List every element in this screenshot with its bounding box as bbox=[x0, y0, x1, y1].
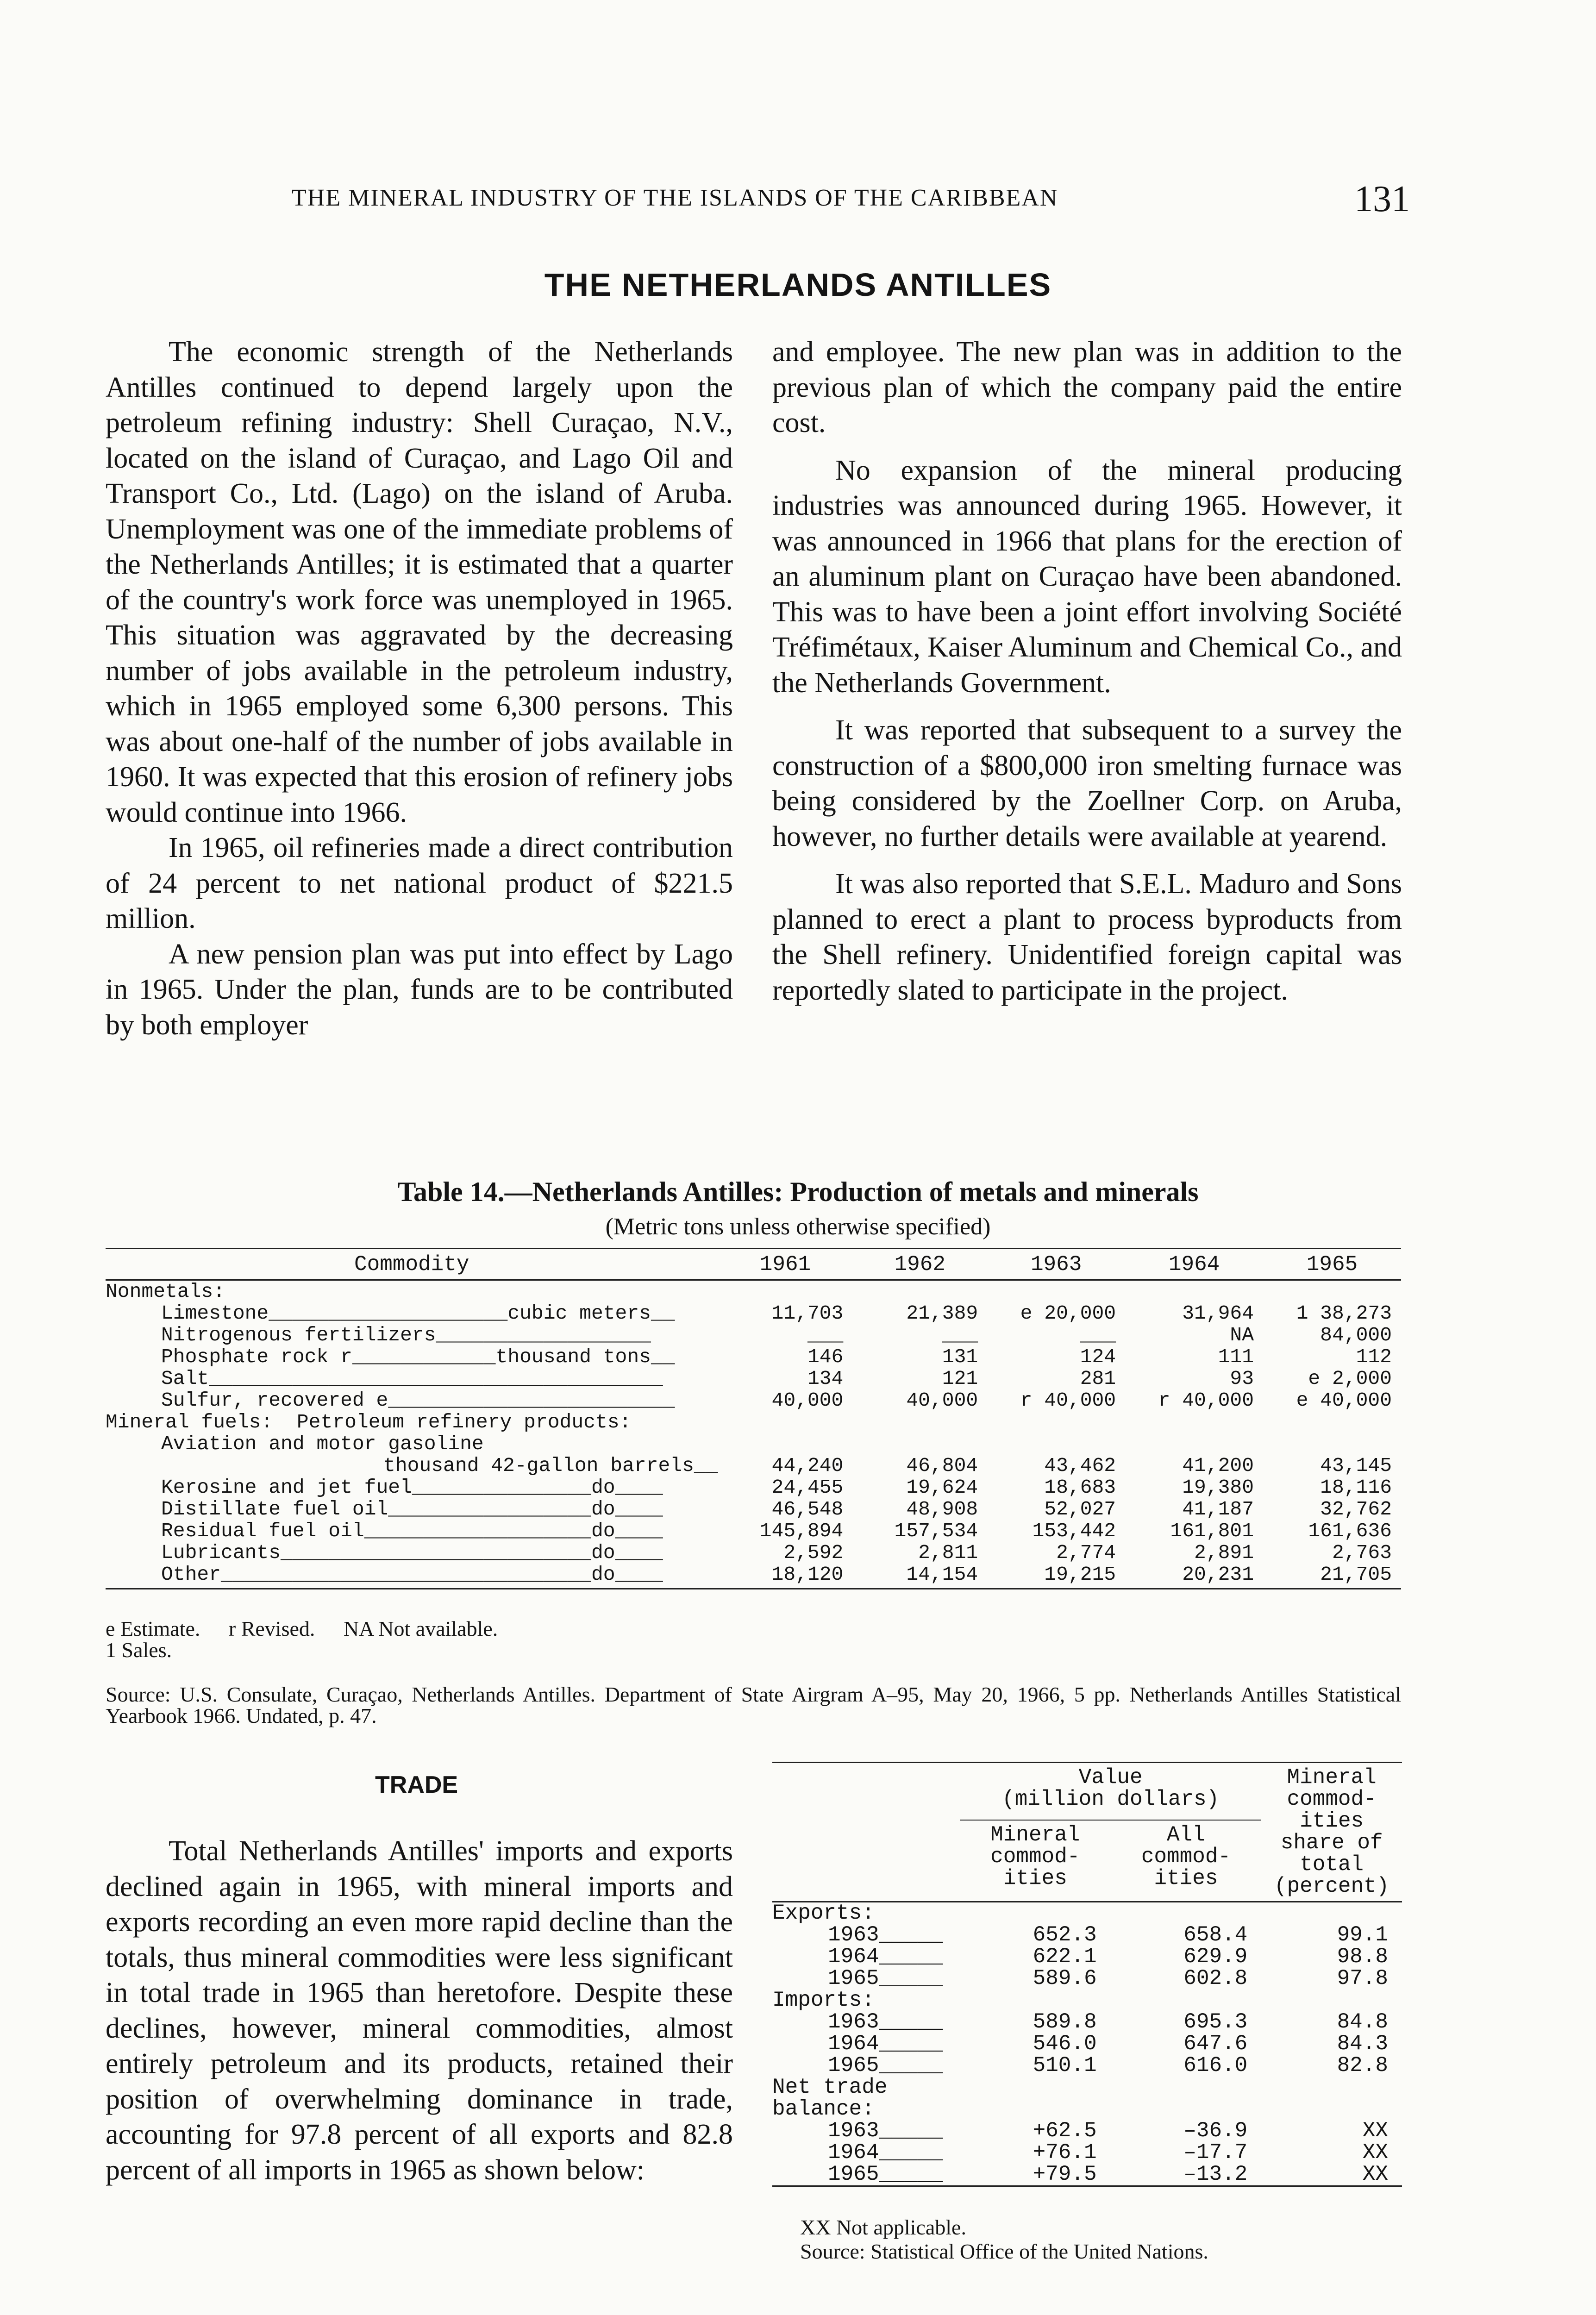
table-row bbox=[106, 1477, 1401, 1498]
value-cell bbox=[1125, 1280, 1263, 1303]
value-cell: 40,000 bbox=[771, 1389, 844, 1412]
commodity-cell: Mineral fuels: Petroleum refinery products: bbox=[106, 1411, 632, 1433]
paragraph: It was also reported that S.E.L. Maduro and Sons planned to erect a plant to process byproducts from the Shell refinery. Unidentified foreign capital was reportedly slated to participate in the project. bbox=[772, 868, 1402, 1006]
commodity-cell: Residual fuel oil___________________do____ bbox=[161, 1520, 663, 1542]
column-header: 1964 bbox=[1125, 1249, 1263, 1280]
value-cell: 21,705 bbox=[1263, 1564, 1401, 1589]
commodity-cell: Nitrogenous fertilizers__________________ bbox=[161, 1324, 651, 1346]
value-cell: 2,811 bbox=[918, 1541, 978, 1564]
value-cell: 124 bbox=[1080, 1345, 1116, 1368]
trade-value-cell bbox=[1111, 2077, 1262, 2098]
trade-value-cell bbox=[960, 1990, 1111, 2011]
value-cell bbox=[987, 1280, 1125, 1303]
right-column bbox=[772, 334, 1402, 1008]
value-cell bbox=[718, 1411, 853, 1433]
table-header-row bbox=[106, 1249, 1401, 1280]
value-cell: ___ bbox=[1080, 1324, 1116, 1346]
value-cell bbox=[1125, 1411, 1263, 1433]
value-cell: 2,774 bbox=[1056, 1541, 1116, 1564]
value-cell: e 2,000 bbox=[1308, 1367, 1392, 1390]
value-cell: 48,908 bbox=[906, 1498, 978, 1520]
trade-label-cell: 1965_____ bbox=[772, 2164, 960, 2186]
value-cell: r 40,000 bbox=[1158, 1389, 1254, 1412]
trade-label-cell: 1963_____ bbox=[828, 2010, 943, 2034]
trade-value-cell: 510.1 bbox=[1033, 2053, 1097, 2077]
paragraph: No expansion of the mineral producing industries was announced during 1965. However, it was announced in 1966 that plans for the erection of an aluminum plant on Curaçao have been abandoned. This was to have been a joint effort involving Société Tréfimétaux, Kaiser Aluminum and Chemical Co., and the Netherlands Government. bbox=[772, 454, 1402, 699]
trade-value-cell bbox=[1111, 2098, 1262, 2120]
value-cell: 18,116 bbox=[1320, 1476, 1392, 1499]
value-cell: 157,534 bbox=[894, 1520, 978, 1542]
footnote: e Estimate. bbox=[106, 1617, 200, 1640]
table-caption bbox=[0, 1176, 1596, 1208]
value-cell: 21,389 bbox=[906, 1302, 978, 1325]
trade-value-cell: XX bbox=[1362, 2140, 1388, 2165]
section-title: THE NETHERLANDS ANTILLES bbox=[544, 267, 1052, 303]
trade-value-cell: –36.9 bbox=[1183, 2119, 1248, 2143]
trade-label-cell: 1963_____ bbox=[828, 1923, 943, 1947]
value-cell: 2,763 bbox=[1332, 1541, 1392, 1564]
value-cell bbox=[987, 1433, 1125, 1455]
trade-value-cell bbox=[1261, 2098, 1402, 2120]
value-cell: 146 bbox=[807, 1345, 844, 1368]
trade-table bbox=[772, 1762, 1402, 2187]
trade-value-cell: +79.5 bbox=[960, 2164, 1111, 2186]
value-cell: 112 bbox=[1356, 1345, 1392, 1368]
commodity-cell: Other_______________________________do____ bbox=[106, 1564, 718, 1589]
trade-label-cell: 1964_____ bbox=[828, 2032, 943, 2056]
value-cell bbox=[718, 1280, 853, 1303]
trade-share-header: Mineral commod- ities share of total (percent) bbox=[1261, 1763, 1402, 1902]
trade-value-cell: 616.0 bbox=[1183, 2053, 1248, 2077]
production-table-body bbox=[106, 1280, 1401, 1589]
value-cell: 93 bbox=[1230, 1367, 1254, 1390]
commodity-cell: Distillate fuel oil_________________do____ bbox=[161, 1498, 663, 1520]
trade-group-header: Value (million dollars) bbox=[960, 1763, 1261, 1820]
value-cell: 121 bbox=[942, 1367, 978, 1390]
value-cell: 281 bbox=[1080, 1367, 1116, 1390]
value-cell: 2,592 bbox=[783, 1541, 844, 1564]
paragraph: The economic strength of the Netherlands Antilles continued to depend largely upon the petroleum refining industry: Shell Curaçao, N.V., located on the island of Curaçao, and Lago Oil and Transport Co., Ltd. (Lago) on the island of Aruba. Unemployment was one of the immediate problems of the Netherlands Antilles; it is estimated that a quarter of the country's work force was unemployed in 1965. This situation was aggravated by the decreasing number of jobs available in the petroleum industry, which in 1965 employed some 6,300 persons. This was about one-half of the number of jobs available in 1960. It was expected that this erosion of refinery jobs would continue into 1966. bbox=[106, 336, 733, 828]
trade-label-cell: 1964_____ bbox=[828, 2140, 943, 2165]
value-cell: 19,215 bbox=[987, 1564, 1125, 1589]
value-cell: 84,000 bbox=[1320, 1324, 1392, 1346]
value-cell bbox=[1263, 1280, 1401, 1303]
column-header: 1965 bbox=[1263, 1249, 1401, 1280]
value-cell: 14,154 bbox=[852, 1564, 987, 1589]
value-cell: ___ bbox=[807, 1324, 844, 1346]
trade-value-cell: 84.3 bbox=[1337, 2032, 1388, 2056]
value-cell: 31,964 bbox=[1182, 1302, 1254, 1325]
trade-value-cell: 622.1 bbox=[1033, 1945, 1097, 1969]
trade-label-cell: balance: bbox=[772, 2097, 875, 2121]
table-row bbox=[106, 1389, 1401, 1411]
value-cell bbox=[1125, 1433, 1263, 1455]
table-row bbox=[106, 1280, 1401, 1303]
table-row bbox=[106, 1498, 1401, 1520]
trade-value-cell bbox=[1261, 1990, 1402, 2011]
commodity-cell: Salt______________________________________ bbox=[161, 1367, 663, 1390]
value-cell: ___ bbox=[942, 1324, 978, 1346]
trade-value-cell: 589.6 bbox=[1033, 1966, 1097, 1990]
trade-value-cell: 629.9 bbox=[1183, 1945, 1248, 1969]
trade-value-cell: –17.7 bbox=[1183, 2140, 1248, 2165]
value-cell: 41,200 bbox=[1182, 1454, 1254, 1477]
table-row bbox=[772, 1946, 1402, 1968]
footnote: r Revised. bbox=[228, 1617, 315, 1640]
value-cell: 161,801 bbox=[1170, 1520, 1254, 1542]
value-cell: 32,762 bbox=[1320, 1498, 1392, 1520]
footnote: NA Not available. bbox=[343, 1617, 498, 1640]
paragraph: It was reported that subsequent to a survey the construction of a $800,000 iron smelting furnace was being considered by the Zoellner Corp. on Aruba, however, no further details were available at yearend. bbox=[772, 714, 1402, 852]
value-cell: 41,187 bbox=[1182, 1498, 1254, 1520]
value-cell bbox=[852, 1433, 987, 1455]
table-row bbox=[772, 2164, 1402, 2186]
table-row bbox=[772, 2098, 1402, 2120]
value-cell bbox=[987, 1411, 1125, 1433]
trade-value-cell: 546.0 bbox=[1033, 2032, 1097, 2056]
trade-label-cell: 1965_____ bbox=[828, 2053, 943, 2077]
trade-value-cell bbox=[960, 2077, 1111, 2098]
table-row bbox=[106, 1346, 1401, 1368]
value-cell bbox=[852, 1411, 987, 1433]
table-row bbox=[106, 1411, 1401, 1433]
commodity-cell: Nonmetals: bbox=[106, 1280, 225, 1303]
trade-value-cell: XX bbox=[1362, 2119, 1388, 2143]
trade-value-cell: 652.3 bbox=[1033, 1923, 1097, 1947]
table-footnotes bbox=[106, 1618, 521, 1661]
footnote: 1 Sales. bbox=[106, 1638, 172, 1662]
production-table bbox=[106, 1248, 1401, 1589]
value-cell: 11,703 bbox=[771, 1302, 844, 1325]
page-number: 131 bbox=[1354, 179, 1410, 219]
table-caption-label: Table 14.—Netherlands Antilles: bbox=[397, 1176, 783, 1207]
table-subcaption: (Metric tons unless otherwise specified) bbox=[605, 1214, 991, 1240]
trade-note: XX Not applicable. bbox=[800, 2215, 966, 2239]
commodity-cell: Phosphate rock r____________thousand tons__ bbox=[161, 1345, 675, 1368]
trade-value-cell bbox=[1111, 1990, 1262, 2011]
value-cell: 145,894 bbox=[759, 1520, 844, 1542]
value-cell: 20,231 bbox=[1125, 1564, 1263, 1589]
trade-label-cell: 1965_____ bbox=[828, 1966, 943, 1990]
paragraph: In 1965, oil refineries made a direct contribution of 24 percent to net national product of $221.5 million. bbox=[106, 832, 733, 934]
value-cell: 161,636 bbox=[1308, 1520, 1392, 1542]
commodity-cell: Aviation and motor gasoline bbox=[161, 1433, 484, 1455]
trade-all-header: All commod- ities bbox=[1141, 1822, 1231, 1890]
trade-value-cell: –13.2 bbox=[1111, 2164, 1262, 2186]
trade-notes bbox=[772, 2215, 1402, 2264]
trade-value-cell: 98.8 bbox=[1337, 1945, 1388, 1969]
paragraph: A new pension plan was put into effect by Lago in 1965. Under the plan, funds are to be contributed by both employer bbox=[106, 938, 733, 1041]
commodity-cell: Lubricants__________________________do____ bbox=[161, 1541, 663, 1564]
table-row bbox=[772, 1924, 1402, 1946]
commodity-cell: Limestone____________________cubic meters__ bbox=[161, 1302, 675, 1325]
running-head: THE MINERAL INDUSTRY OF THE ISLANDS OF THE CARIBBEAN bbox=[292, 185, 1058, 211]
trade-value-cell: 658.4 bbox=[1183, 1923, 1248, 1947]
table-row bbox=[772, 2120, 1402, 2142]
value-cell: 43,145 bbox=[1320, 1454, 1392, 1477]
value-cell: 19,624 bbox=[906, 1476, 978, 1499]
trade-value-cell: 602.8 bbox=[1183, 1966, 1248, 1990]
value-cell: 153,442 bbox=[1032, 1520, 1116, 1542]
trade-value-cell: 695.3 bbox=[1183, 2010, 1248, 2034]
paragraph: and employee. The new plan was in addition to the previous plan of which the company paid the entire cost. bbox=[772, 336, 1402, 438]
table-row bbox=[106, 1564, 1401, 1589]
trade-value-cell: +76.1 bbox=[1033, 2140, 1097, 2165]
value-cell: 46,548 bbox=[771, 1498, 844, 1520]
table-row bbox=[772, 2011, 1402, 2033]
value-cell: 18,120 bbox=[718, 1564, 853, 1589]
value-cell: 111 bbox=[1218, 1345, 1254, 1368]
trade-label-cell: Imports: bbox=[772, 1988, 875, 2012]
trade-value-cell: 99.1 bbox=[1337, 1923, 1388, 1947]
trade-label-cell: 1964_____ bbox=[828, 1945, 943, 1969]
value-cell: 43,462 bbox=[1044, 1454, 1116, 1477]
value-cell: 131 bbox=[942, 1345, 978, 1368]
table-row bbox=[772, 2077, 1402, 2098]
trade-value-cell: 84.8 bbox=[1337, 2010, 1388, 2034]
value-cell: r 40,000 bbox=[1020, 1389, 1116, 1412]
table-source: Source: U.S. Consulate, Curaçao, Netherlands Antilles. Department of State Airgram A–95, May 20, 1966, 5 pp. Netherlands Antilles Statistical Yearbook 1966. Undated, p. 47. bbox=[106, 1683, 1401, 1727]
value-cell bbox=[1263, 1411, 1401, 1433]
trade-value-cell: 647.6 bbox=[1183, 2032, 1248, 2056]
trade-value-cell bbox=[1111, 1902, 1262, 1925]
table-row bbox=[772, 1990, 1402, 2011]
trade-value-cell bbox=[1261, 1902, 1402, 1925]
table-row bbox=[106, 1324, 1401, 1346]
trade-value-cell: 589.8 bbox=[1033, 2010, 1097, 2034]
trade-value-cell: XX bbox=[1261, 2164, 1402, 2186]
value-cell bbox=[1263, 1433, 1401, 1455]
commodity-cell: Kerosine and jet fuel_______________do____ bbox=[161, 1476, 663, 1499]
value-cell: 24,455 bbox=[771, 1476, 844, 1499]
value-cell: 18,683 bbox=[1044, 1476, 1116, 1499]
trade-value-cell bbox=[1261, 2077, 1402, 2098]
column-header: 1961 bbox=[718, 1249, 853, 1280]
trade-label-cell: 1963_____ bbox=[828, 2119, 943, 2143]
trade-table-body bbox=[772, 1902, 1402, 2186]
trade-value-cell: 82.8 bbox=[1337, 2053, 1388, 2077]
table-row bbox=[106, 1520, 1401, 1542]
value-cell: NA bbox=[1230, 1324, 1254, 1346]
value-cell: 19,380 bbox=[1182, 1476, 1254, 1499]
table-row bbox=[106, 1302, 1401, 1324]
table-caption-title: Production of metals and minerals bbox=[790, 1176, 1199, 1207]
table-row bbox=[106, 1455, 1401, 1477]
table-row bbox=[772, 2033, 1402, 2055]
value-cell: 40,000 bbox=[906, 1389, 978, 1412]
value-cell: 46,804 bbox=[906, 1454, 978, 1477]
table-row bbox=[772, 2055, 1402, 2077]
value-cell bbox=[852, 1280, 987, 1303]
value-cell: 52,027 bbox=[1044, 1498, 1116, 1520]
trade-heading: TRADE bbox=[375, 1771, 458, 1798]
trade-value-cell: +62.5 bbox=[1033, 2119, 1097, 2143]
value-cell: 134 bbox=[807, 1367, 844, 1390]
table-row bbox=[772, 1968, 1402, 1990]
value-cell: e 20,000 bbox=[1020, 1302, 1116, 1325]
table-row bbox=[106, 1542, 1401, 1564]
trade-stub-header bbox=[772, 1763, 960, 1902]
trade-label-cell: Exports: bbox=[772, 1902, 960, 1925]
commodity-cell: thousand 42-gallon barrels__ bbox=[383, 1454, 718, 1477]
trade-source: Source: Statistical Office of the United Nations. bbox=[800, 2240, 1208, 2263]
table-row bbox=[772, 2142, 1402, 2164]
paragraph: Total Netherlands Antilles' imports and exports declined again in 1965, with mineral imports and exports recording an even more rapid decline than the totals, thus mineral commodities were less significant in total trade in 1965 than heretofore. Despite these declines, however, mineral commodities, almost entirely petroleum and its products, retained their position of overwhelming dominance in trade, accounting for 97.8 percent of all exports and 82.8 percent of all imports in 1965 as shown below: bbox=[106, 1835, 733, 2186]
column-header: 1962 bbox=[852, 1249, 987, 1280]
trade-text bbox=[106, 1833, 733, 2188]
value-cell: e 40,000 bbox=[1296, 1389, 1392, 1412]
table-row bbox=[106, 1368, 1401, 1389]
table-row bbox=[772, 1902, 1402, 1925]
value-cell: 1 38,273 bbox=[1296, 1302, 1392, 1325]
left-column bbox=[106, 334, 733, 1043]
table-row bbox=[106, 1433, 1401, 1455]
value-cell: 2,891 bbox=[1194, 1541, 1254, 1564]
trade-value-cell: 97.8 bbox=[1337, 1966, 1388, 1990]
value-cell bbox=[718, 1433, 853, 1455]
commodity-cell: Sulfur, recovered e________________________ bbox=[161, 1389, 675, 1412]
trade-mineral-header: Mineral commod- ities bbox=[990, 1822, 1080, 1890]
column-header: Commodity bbox=[106, 1249, 718, 1280]
trade-value-cell bbox=[960, 2098, 1111, 2120]
column-header: 1963 bbox=[987, 1249, 1125, 1280]
value-cell: 44,240 bbox=[771, 1454, 844, 1477]
trade-value-cell bbox=[960, 1902, 1111, 1925]
trade-label-cell: Net trade bbox=[772, 2075, 888, 2099]
